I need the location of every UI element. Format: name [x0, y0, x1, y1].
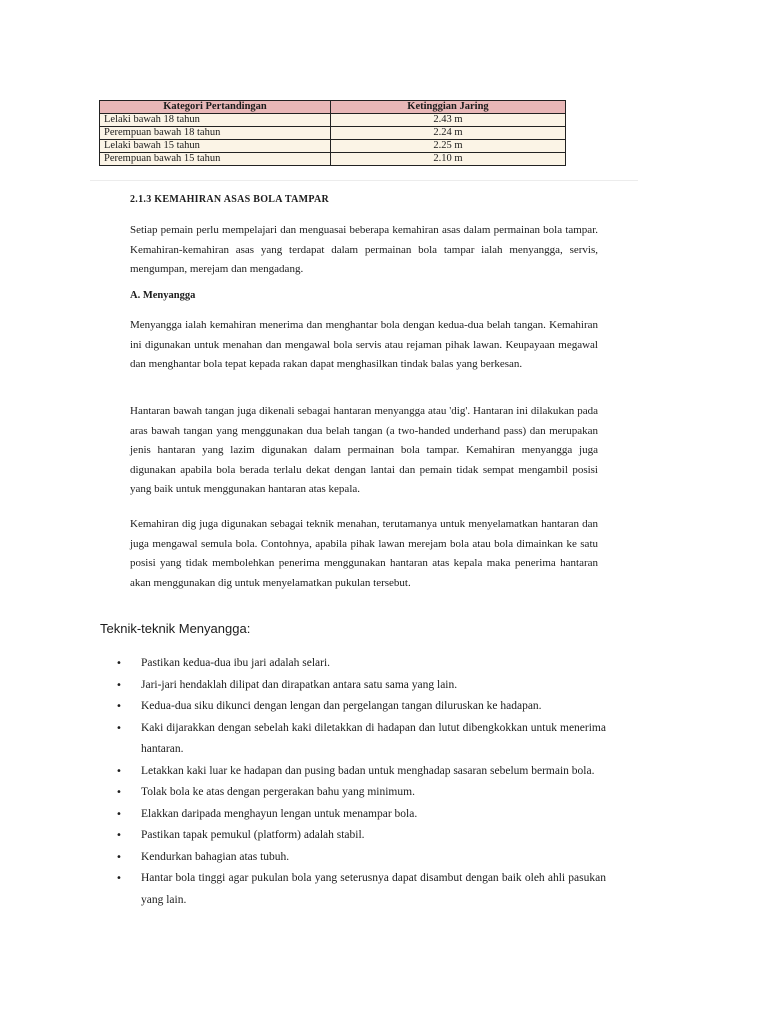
- net-height-cell: 2.24 m: [331, 127, 566, 140]
- list-item: [116, 825, 606, 847]
- list-item: [116, 761, 606, 783]
- bullet-icon: •: [116, 722, 122, 734]
- list-item-text: Kendurkan bahagian atas tubuh.: [141, 850, 290, 863]
- subsection-heading: A. Menyangga: [130, 290, 196, 301]
- bullet-icon: •: [116, 701, 122, 712]
- bullet-icon: •: [116, 679, 122, 691]
- intro-paragraph: Setiap pemain perlu mempelajari dan menguasai beberapa kemahiran asas dalam permainan bola tampar. Kemahiran-kemahiran asas yang terdapat dalam permainan bola tampar ialah menyangga, servis, mengumpan, merejam dan mengadang.: [130, 224, 598, 275]
- bullet-icon: •: [116, 787, 122, 798]
- list-item: [116, 782, 606, 804]
- category-cell: Lelaki bawah 15 tahun: [100, 140, 331, 153]
- body-paragraph: Hantaran bawah tangan juga dikenali sebagai hantaran menyangga atau 'dig'. Hantaran ini dilakukan pada aras bawah tangan yang menggunakan dua belah tangan (a two-handed underhand pass) dan merupakan jenis hantaran yang lazim digunakan dalam permainan bola tampar. Kemahiran menyangga juga digunakan apabila bola berada terlalu dekat dengan lantai dan pemain tidak sempat mengambil posisi yang baik untuk menggunakan hantaran atas kepala.: [130, 405, 598, 495]
- section-heading: 2.1.3 KEMAHIRAN ASAS BOLA TAMPAR: [130, 194, 330, 205]
- section-divider: [90, 180, 638, 181]
- list-item-text: Hantar bola tinggi agar pukulan bola yang seterusnya dapat disambut dengan baik oleh ahli pasukan yang lain.: [141, 872, 606, 906]
- body-paragraph: Menyangga ialah kemahiran menerima dan menghantar bola dengan kedua-dua belah tangan. Kemahiran ini digunakan untuk menahan dan mengawal bola servis atau rejaman pihak lawan. Keupayaan megawal dan menghantar bola tepat kepada rakan dapat menghasilkan tindak balas yang berkesan.: [130, 319, 598, 370]
- table-row: [100, 153, 566, 166]
- list-item: [116, 804, 606, 826]
- column-header-category: Kategori Pertandingan: [100, 101, 331, 114]
- list-item: [116, 696, 606, 718]
- list-item-text: Letakkan kaki luar ke hadapan dan pusing badan untuk menghadap sasaran sebelum bermain bola.: [141, 764, 595, 777]
- list-item-text: Kedua-dua siku dikunci dengan lengan dan pergelangan tangan diluruskan ke hadapan.: [141, 700, 542, 712]
- bullet-icon: •: [116, 658, 122, 669]
- list-item: [116, 675, 606, 697]
- net-height-table: [99, 100, 566, 166]
- techniques-title: Teknik-teknik Menyangga:: [100, 621, 251, 636]
- table-header-row: [100, 101, 566, 114]
- list-item-text: Jari-jari hendaklah dilipat dan dirapatkan antara satu sama yang lain.: [141, 678, 458, 691]
- list-item: [116, 653, 606, 675]
- net-height-cell: 2.25 m: [331, 140, 566, 153]
- list-item-text: Elakkan daripada menghayun lengan untuk menampar bola.: [141, 807, 418, 820]
- net-height-cell: 2.43 m: [331, 114, 566, 127]
- list-item-text: Pastikan tapak pemukul (platform) adalah stabil.: [141, 829, 365, 841]
- techniques-list: [116, 653, 606, 911]
- body-paragraph: Kemahiran dig juga digunakan sebagai teknik menahan, terutamanya untuk menyelamatkan hantaran dan juga mengawal semula bola. Contohnya, apabila pihak lawan merejam bola atau bola dimainkan ke satu posisi yang tidak membolehkan penerima menggunakan hantaran atas kepala maka penerima hantaran akan menggunakan dig untuk menyelamatkan pukulan tersebut.: [130, 518, 598, 589]
- column-header-net-height: Ketinggian Jaring: [331, 101, 566, 114]
- list-item-text: Tolak bola ke atas dengan pergerakan bahu yang minimum.: [141, 786, 415, 798]
- net-height-cell: 2.10 m: [331, 153, 566, 166]
- list-item: [116, 868, 606, 911]
- category-cell: Perempuan bawah 15 tahun: [100, 153, 331, 166]
- list-item: [116, 847, 606, 869]
- bullet-icon: •: [116, 765, 122, 777]
- list-item-text: Pastikan kedua-dua ibu jari adalah selari.: [141, 657, 331, 669]
- list-item: [116, 718, 606, 761]
- list-item-text: Kaki dijarakkan dengan sebelah kaki diletakkan di hadapan dan lutut dibengkokkan untuk menerima hantaran.: [141, 721, 606, 755]
- bullet-icon: •: [116, 873, 122, 884]
- table-row: [100, 140, 566, 153]
- table-row: [100, 127, 566, 140]
- category-cell: Lelaki bawah 18 tahun: [100, 114, 331, 127]
- bullet-icon: •: [116, 830, 122, 841]
- bullet-icon: •: [116, 808, 122, 820]
- bullet-icon: •: [116, 851, 122, 863]
- category-cell: Perempuan bawah 18 tahun: [100, 127, 331, 140]
- table-row: [100, 114, 566, 127]
